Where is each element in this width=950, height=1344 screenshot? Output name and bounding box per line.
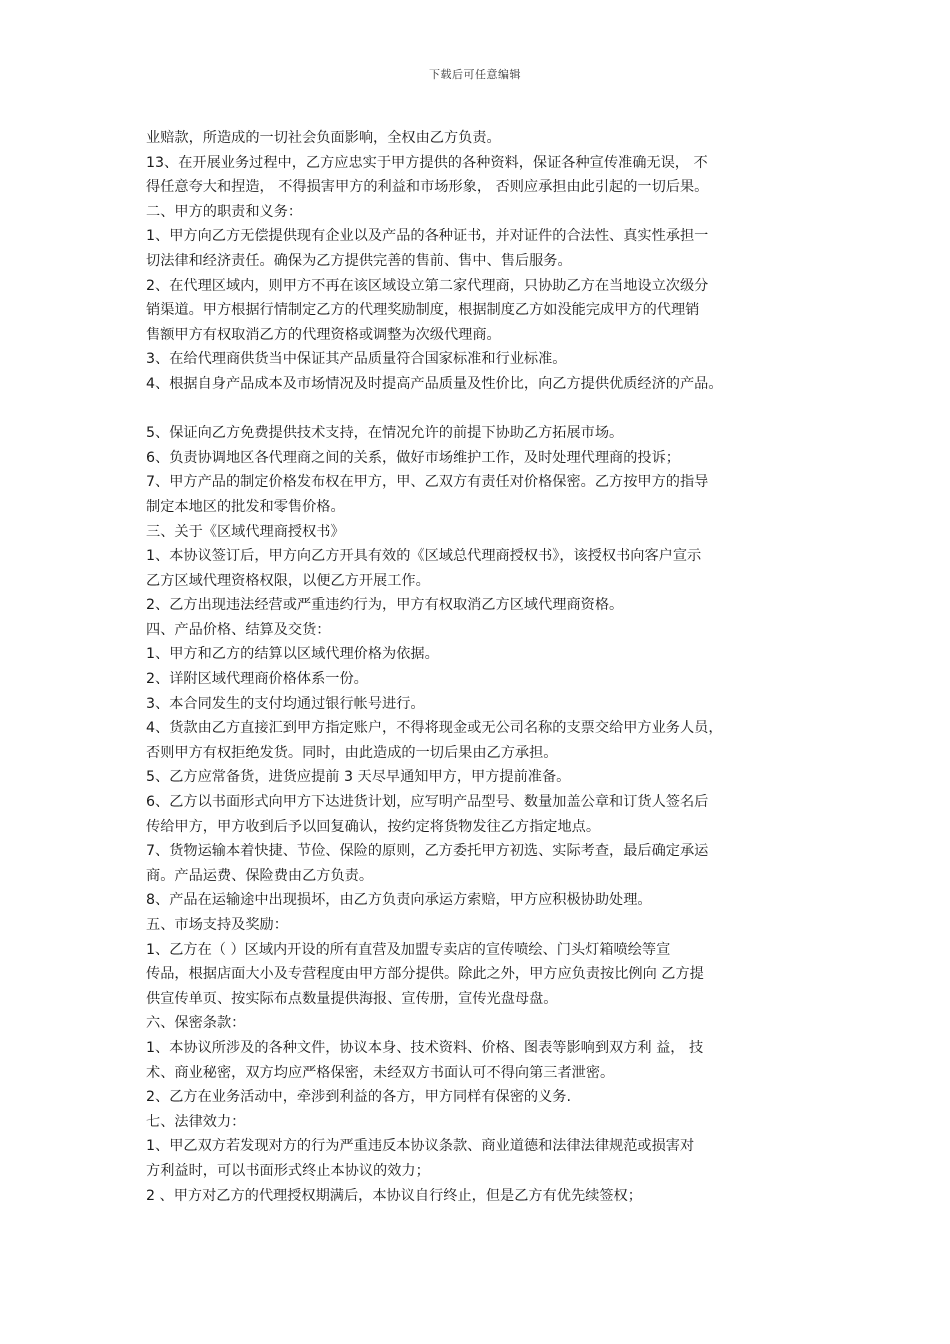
text-line: 五、市场支持及奖励： — [146, 917, 288, 933]
text-line: 2、详附区域代理商价格体系一份。 — [146, 671, 368, 688]
text-line: 6、负责协调地区各代理商之间的关系，做好市场维护工作，及时处理代理商的投诉； — [146, 449, 680, 466]
text-line: 六、保密条款： — [146, 1015, 246, 1032]
text-line: 13、在开展业务过程中，乙方应忠实于甲方提供的各种资料，保证各种宣传准确无误， 不 — [146, 154, 708, 171]
text-line: 1、甲乙双方若发现对方的行为严重违反本协议条款、商业道德和法律法律规范或损害对 — [146, 1138, 695, 1155]
text-line: 切法律和经济责任。确保为乙方提供完善的售前、售中、售后服务。 — [146, 252, 572, 269]
text-line: 商。产品运费、保险费由乙方负责。 — [146, 867, 374, 884]
text-line: 2、乙方在业务活动中，牵涉到利益的各方，甲方同样有保密的义务. — [146, 1089, 571, 1106]
page-header: 下载后可任意编辑 — [429, 68, 521, 81]
text-line: 销渠道。甲方根据行情制定乙方的代理奖励制度，根据制度乙方如没能完成甲方的代理销 — [146, 302, 700, 319]
text-line: 7、甲方产品的制定价格发布权在甲方，甲、乙双方有责任对价格保密。乙方按甲方的指导 — [146, 474, 709, 491]
text-line: 1、本协议签订后，甲方向乙方开具有效的《区域总代理商授权书》，该授权书向客户宣示 — [146, 548, 702, 565]
text-line: 七、法律效力： — [146, 1113, 246, 1130]
text-line: 二、甲方的职责和义务： — [146, 203, 303, 220]
text-line: 5、乙方应常备货，进货应提前 3 天尽早通知甲方，甲方提前准备。 — [146, 769, 571, 786]
text-line: 制定本地区的批发和零售价格。 — [146, 498, 345, 515]
text-line: 传品，根据店面大小及专营程度由甲方部分提供。除此之外，甲方应负责按比例向 乙方提 — [146, 966, 704, 983]
text-line: 2、在代理区域内，则甲方不再在该区域设立第二家代理商，只协助乙方在当地设立次级分 — [146, 277, 709, 294]
text-line: 得任意夸大和捏造， 不得损害甲方的利益和市场形象， 否则应承担由此引起的一切后果。 — [146, 179, 709, 196]
text-line: 4、货款由乙方直接汇到甲方指定账户，不得将现金或无公司名称的支票交给甲方业务人员， — [146, 720, 723, 737]
text-line: 传给甲方，甲方收到后予以回复确认，按约定将货物发往乙方指定地点。 — [146, 818, 601, 835]
text-line: 方利益时，可以书面形式终止本协议的效力； — [146, 1162, 430, 1179]
text-line: 4、根据自身产品成本及市场情况及时提高产品质量及性价比，向乙方提供优质经济的产品。 — [146, 375, 723, 392]
text-line: 供宣传单页、按实际布点数量提供海报、宣传册，宣传光盘母盘。 — [146, 990, 558, 1007]
text-line: 6、乙方以书面形式向甲方下达进货计划，应写明产品型号、数量加盖公章和订货人签名后 — [146, 794, 709, 811]
text-line: 2 、甲方对乙方的代理授权期满后，本协议自行终止，但是乙方有优先续签权； — [146, 1187, 642, 1204]
document-body — [146, 126, 816, 1208]
text-line: 2、乙方出现违法经营或严重违约行为，甲方有权取消乙方区域代理商资格。 — [146, 597, 624, 614]
text-line: 售额甲方有权取消乙方的代理资格或调整为次级代理商。 — [146, 326, 501, 343]
text-line: 三、关于《区域代理商授权书》 — [146, 523, 345, 540]
text-line: 3、在给代理商供货当中保证其产品质量符合国家标准和行业标准。 — [146, 351, 567, 368]
text-line: 8、产品在运输途中出现损坏，由乙方负责向承运方索赔，甲方应积极协助处理。 — [146, 892, 652, 909]
text-line: 1、本协议所涉及的各种文件，协议本身、技术资料、价格、图表等影响到双方利 益， 技 — [146, 1039, 704, 1056]
text-line: 3、本合同发生的支付均通过银行帐号进行。 — [146, 695, 425, 712]
text-line: 四、产品价格、结算及交货： — [146, 621, 331, 638]
text-line: 5、保证向乙方免费提供技术支持，在情况允许的前提下协助乙方拓展市场。 — [146, 425, 624, 442]
text-line: 乙方区域代理资格权限，以便乙方开展工作。 — [146, 572, 430, 589]
text-line: 7、货物运输本着快捷、节俭、保险的原则，乙方委托甲方初选、实际考查，最后确定承运 — [146, 843, 709, 860]
text-line: 否则甲方有权拒绝发货。同时，由此造成的一切后果由乙方承担。 — [146, 744, 558, 761]
text-line: 1、乙方在（ ）区域内开设的所有直营及加盟专卖店的宣传喷绘、门头灯箱喷绘等宣 — [146, 941, 671, 958]
text-line: 1、甲方向乙方无偿提供现有企业以及产品的各种证书，并对证件的合法性、真实性承担一 — [146, 228, 709, 245]
text-line: 1、甲方和乙方的结算以区域代理价格为依据。 — [146, 646, 439, 663]
text-line: 术、商业秘密，双方均应严格保密，未经双方书面认可不得向第三者泄密。 — [146, 1064, 615, 1081]
blank-line — [146, 397, 816, 422]
text-line: 业赔款，所造成的一切社会负面影响，全权由乙方负责。 — [146, 130, 501, 146]
